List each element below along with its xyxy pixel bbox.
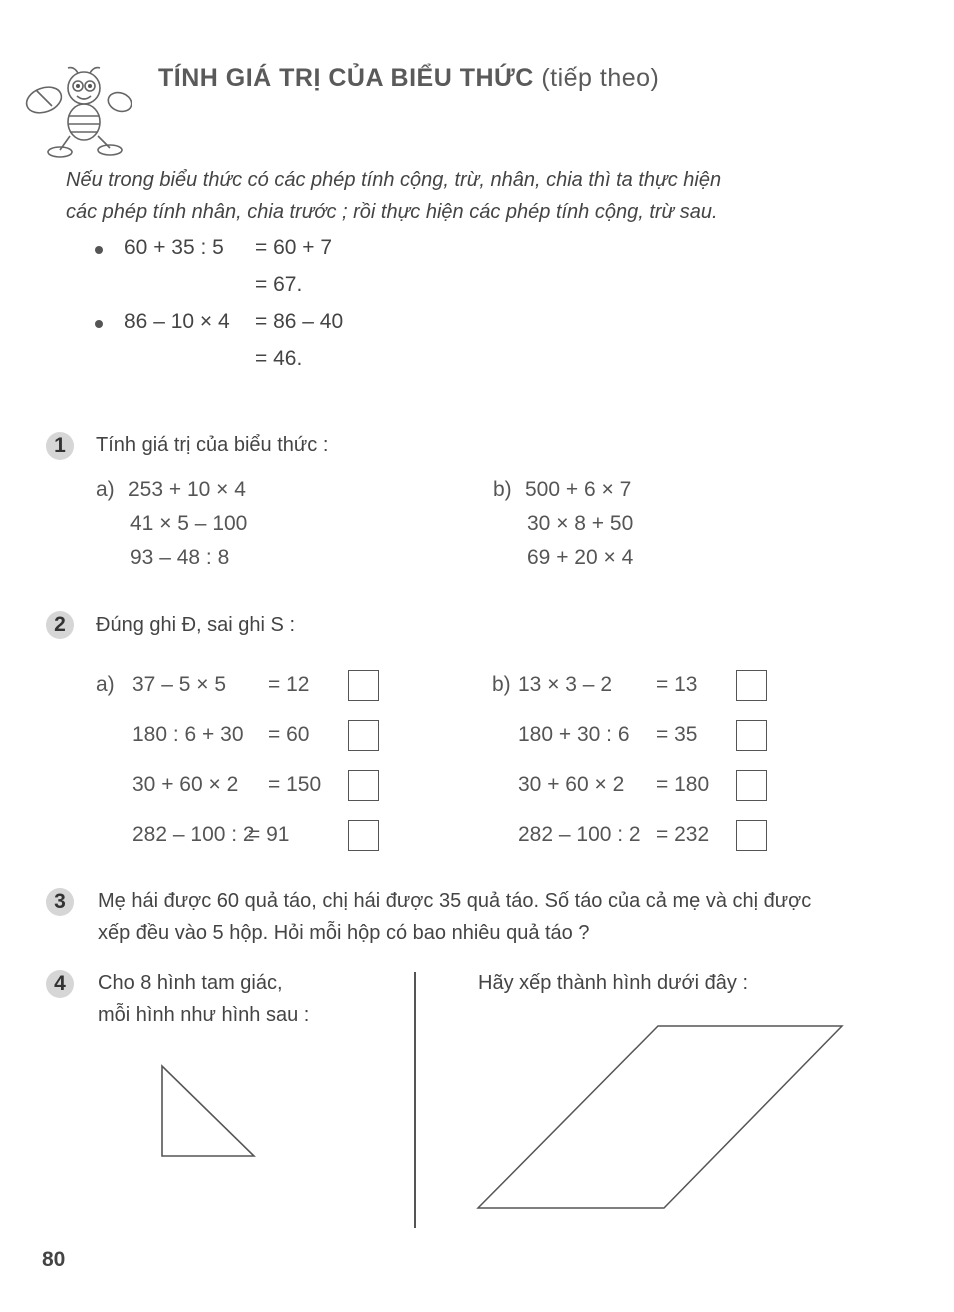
bullet-icon	[95, 320, 103, 328]
answer-box[interactable]	[736, 720, 767, 751]
exercise-3-line-2: xếp đều vào 5 hộp. Hỏi mỗi hộp có bao nhiêu quả táo ?	[98, 922, 590, 944]
answer-box[interactable]	[736, 820, 767, 851]
bullet-icon	[95, 246, 103, 254]
ex2-b-expr-2: 180 + 30 : 6	[518, 723, 630, 746]
ex2-b-label: b)	[492, 673, 511, 696]
ex2-b-expr-4: 282 – 100 : 2	[518, 823, 641, 846]
ex1-a-label: a)	[96, 478, 115, 501]
ex2-a-eq-4: = 91	[248, 823, 290, 846]
title-sub: (tiếp theo)	[541, 64, 660, 92]
exercise-4-right-prompt: Hãy xếp thành hình dưới đây :	[478, 972, 748, 994]
example-2-step: = 86 – 40	[255, 310, 344, 333]
title-main: TÍNH GIÁ TRỊ CỦA BIỂU THỨC	[158, 64, 534, 92]
exercise-3-line-1: Mẹ hái được 60 quả táo, chị hái được 35 quả táo. Số táo của cả mẹ và chị được	[98, 890, 812, 912]
ex2-a-eq-1: = 12	[268, 673, 310, 696]
exercise-2-number: 2	[46, 611, 74, 639]
ex1-b-item-1: 500 + 6 × 7	[525, 478, 632, 501]
example-1-expr: 60 + 35 : 5	[124, 236, 224, 259]
ex2-a-eq-2: = 60	[268, 723, 310, 746]
page-number: 80	[42, 1248, 66, 1271]
ex2-b-expr-3: 30 + 60 × 2	[518, 773, 625, 796]
exercise-2-prompt: Đúng ghi Đ, sai ghi S :	[96, 614, 295, 636]
answer-box[interactable]	[736, 770, 767, 801]
column-divider	[414, 972, 416, 1228]
ex1-b-item-3: 69 + 20 × 4	[527, 546, 634, 569]
ex2-a-eq-3: = 150	[268, 773, 322, 796]
page-title	[158, 64, 659, 93]
ex1-a-item-2: 41 × 5 – 100	[130, 512, 248, 535]
answer-box[interactable]	[348, 820, 379, 851]
ex2-a-expr-4: 282 – 100 : 2	[132, 823, 255, 846]
ex2-b-eq-2: = 35	[656, 723, 698, 746]
example-1-result: = 67.	[255, 273, 303, 296]
ex1-b-item-2: 30 × 8 + 50	[527, 512, 634, 535]
exercise-3-number: 3	[46, 888, 74, 916]
ex2-a-expr-2: 180 : 6 + 30	[132, 723, 244, 746]
ex2-b-eq-1: = 13	[656, 673, 698, 696]
ex2-b-eq-3: = 180	[656, 773, 710, 796]
ex1-a-item-3: 93 – 48 : 8	[130, 546, 230, 569]
example-2-result: = 46.	[255, 347, 303, 370]
answer-box[interactable]	[736, 670, 767, 701]
ex2-a-expr-3: 30 + 60 × 2	[132, 773, 239, 796]
rule-line-1: Nếu trong biểu thức có các phép tính cộng, trừ, nhân, chia thì ta thực hiện	[66, 169, 722, 191]
exercise-4-number: 4	[46, 970, 74, 998]
bee-mascot-icon	[22, 66, 132, 162]
ex1-a-item-1: 253 + 10 × 4	[128, 478, 246, 501]
exercise-4-left-line-1: Cho 8 hình tam giác,	[98, 972, 283, 994]
answer-box[interactable]	[348, 670, 379, 701]
example-1-step: = 60 + 7	[255, 236, 333, 259]
parallelogram-figure	[470, 1018, 850, 1219]
exercise-1-prompt: Tính giá trị của biểu thức :	[96, 434, 329, 456]
rule-line-2: các phép tính nhân, chia trước ; rồi thực hiện các phép tính cộng, trừ sau.	[66, 201, 718, 223]
exercise-1-number: 1	[46, 432, 74, 460]
example-2-expr: 86 – 10 × 4	[124, 310, 230, 333]
ex2-b-eq-4: = 232	[656, 823, 710, 846]
exercise-4-left-line-2: mỗi hình như hình sau :	[98, 1004, 310, 1026]
answer-box[interactable]	[348, 770, 379, 801]
ex2-b-expr-1: 13 × 3 – 2	[518, 673, 612, 696]
ex2-a-expr-1: 37 – 5 × 5	[132, 673, 226, 696]
right-triangle-figure	[150, 1058, 262, 1167]
ex2-a-label: a)	[96, 673, 115, 696]
answer-box[interactable]	[348, 720, 379, 751]
ex1-b-label: b)	[493, 478, 512, 501]
